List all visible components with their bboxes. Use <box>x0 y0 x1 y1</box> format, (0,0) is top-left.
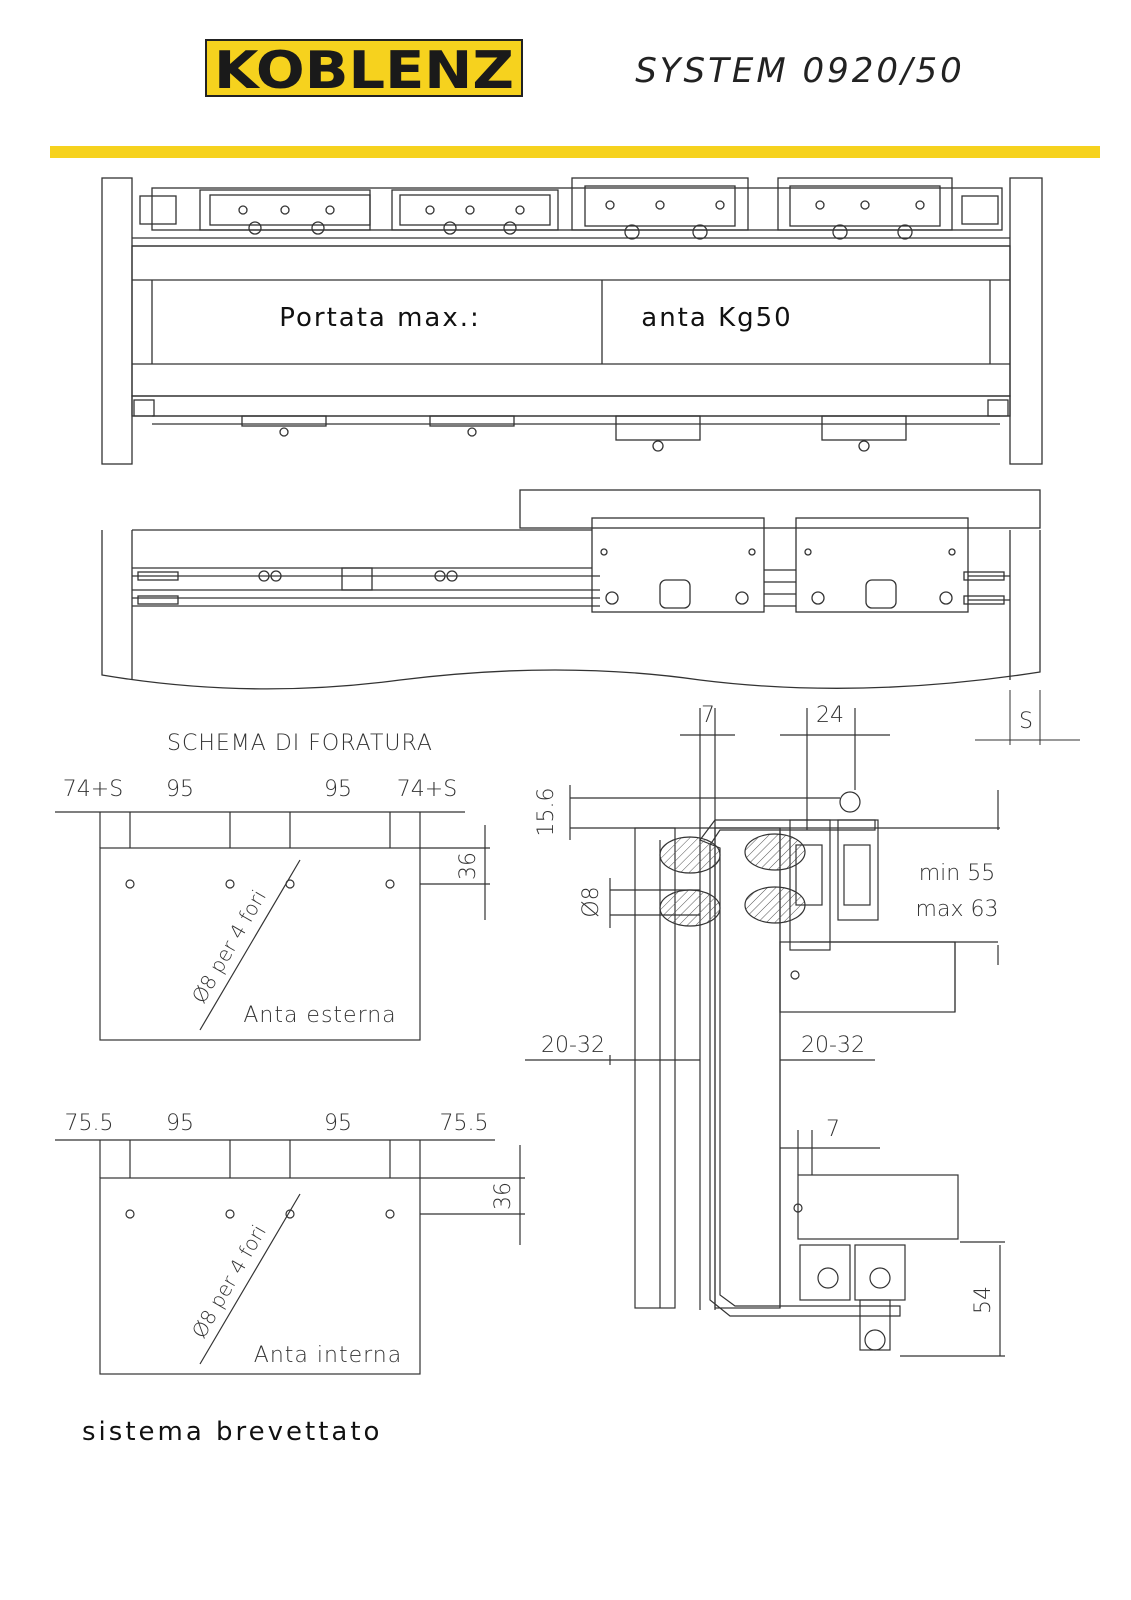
outer-hole-4 <box>386 880 394 888</box>
inner-dim-2: 95 <box>166 1111 194 1136</box>
right-end-stop <box>962 196 998 224</box>
brand-logo <box>206 40 522 101</box>
inner-dim-4: 75.5 <box>439 1111 489 1136</box>
outer-dim-1: 74+S <box>62 777 124 802</box>
screw-anchor-bottom <box>660 890 720 926</box>
carriage-2 <box>392 190 558 234</box>
dim-7-bottom: 7 <box>826 1117 840 1142</box>
front-elevation-drawing <box>102 178 1042 464</box>
outer-height-dim: 36 <box>456 852 481 880</box>
header-yellow-bar <box>50 146 1100 158</box>
min-label: min 55 <box>918 861 996 886</box>
screw-anchor-top <box>660 837 720 873</box>
dim-20-32-right: 20-32 <box>801 1033 865 1058</box>
left-jamb <box>102 178 132 464</box>
section-door-upper <box>780 942 955 1012</box>
inner-hole-note: Ø8 per 4 fori <box>186 1220 271 1343</box>
inner-dim-3: 95 <box>324 1111 352 1136</box>
patent-note: sistema brevettato <box>82 1417 383 1447</box>
dim-20-32-left: 20-32 <box>541 1033 605 1058</box>
outer-dim-3: 95 <box>324 777 352 802</box>
dim-s: S <box>1019 709 1033 734</box>
dim-24: 24 <box>816 703 844 728</box>
plan-carriage-2 <box>796 518 968 612</box>
section-door-lower <box>798 1175 958 1239</box>
inner-hole-2 <box>226 1210 234 1218</box>
dim-7-top: 7 <box>701 703 715 728</box>
carriage-3 <box>572 178 748 239</box>
dim-15-6: 15.6 <box>534 787 559 837</box>
system-title: SYSTEM 0920/50 <box>635 51 965 91</box>
capacity-value: anta Kg50 <box>641 303 793 333</box>
plan-view-drawing <box>102 490 1040 689</box>
outer-hole-1 <box>126 880 134 888</box>
max-label: max 63 <box>915 897 999 922</box>
cross-section-drawing <box>525 708 1005 1356</box>
plan-top-board <box>520 490 1040 528</box>
left-end-stop <box>140 196 176 224</box>
carriage-4 <box>778 178 952 239</box>
plan-door-outline <box>102 530 1040 689</box>
inner-door-drilling <box>55 1140 525 1374</box>
inner-dim-1: 75.5 <box>64 1111 114 1136</box>
outer-dim-4: 74+S <box>396 777 458 802</box>
inner-hole-4 <box>386 1210 394 1218</box>
inner-height-dim: 36 <box>491 1182 516 1210</box>
top-track <box>152 188 1002 230</box>
door-panel-outer <box>132 246 1010 396</box>
outer-hole-2 <box>226 880 234 888</box>
dim-54: 54 <box>971 1286 996 1314</box>
dim-diam8: Ø8 <box>579 886 604 918</box>
outer-hole-note: Ø8 per 4 fori <box>186 885 271 1008</box>
outer-door-label: Anta esterna <box>243 1003 397 1028</box>
carriage-1 <box>200 190 370 234</box>
capacity-label: Portata max.: <box>279 303 481 333</box>
inner-hole-1 <box>126 1210 134 1218</box>
drilling-title: SCHEMA DI FORATURA <box>167 731 433 756</box>
inner-door-label: Anta interna <box>253 1343 403 1368</box>
logo-wordmark: KOBLENZ <box>214 41 514 101</box>
right-jamb <box>1010 178 1042 464</box>
outer-dim-2: 95 <box>166 777 194 802</box>
